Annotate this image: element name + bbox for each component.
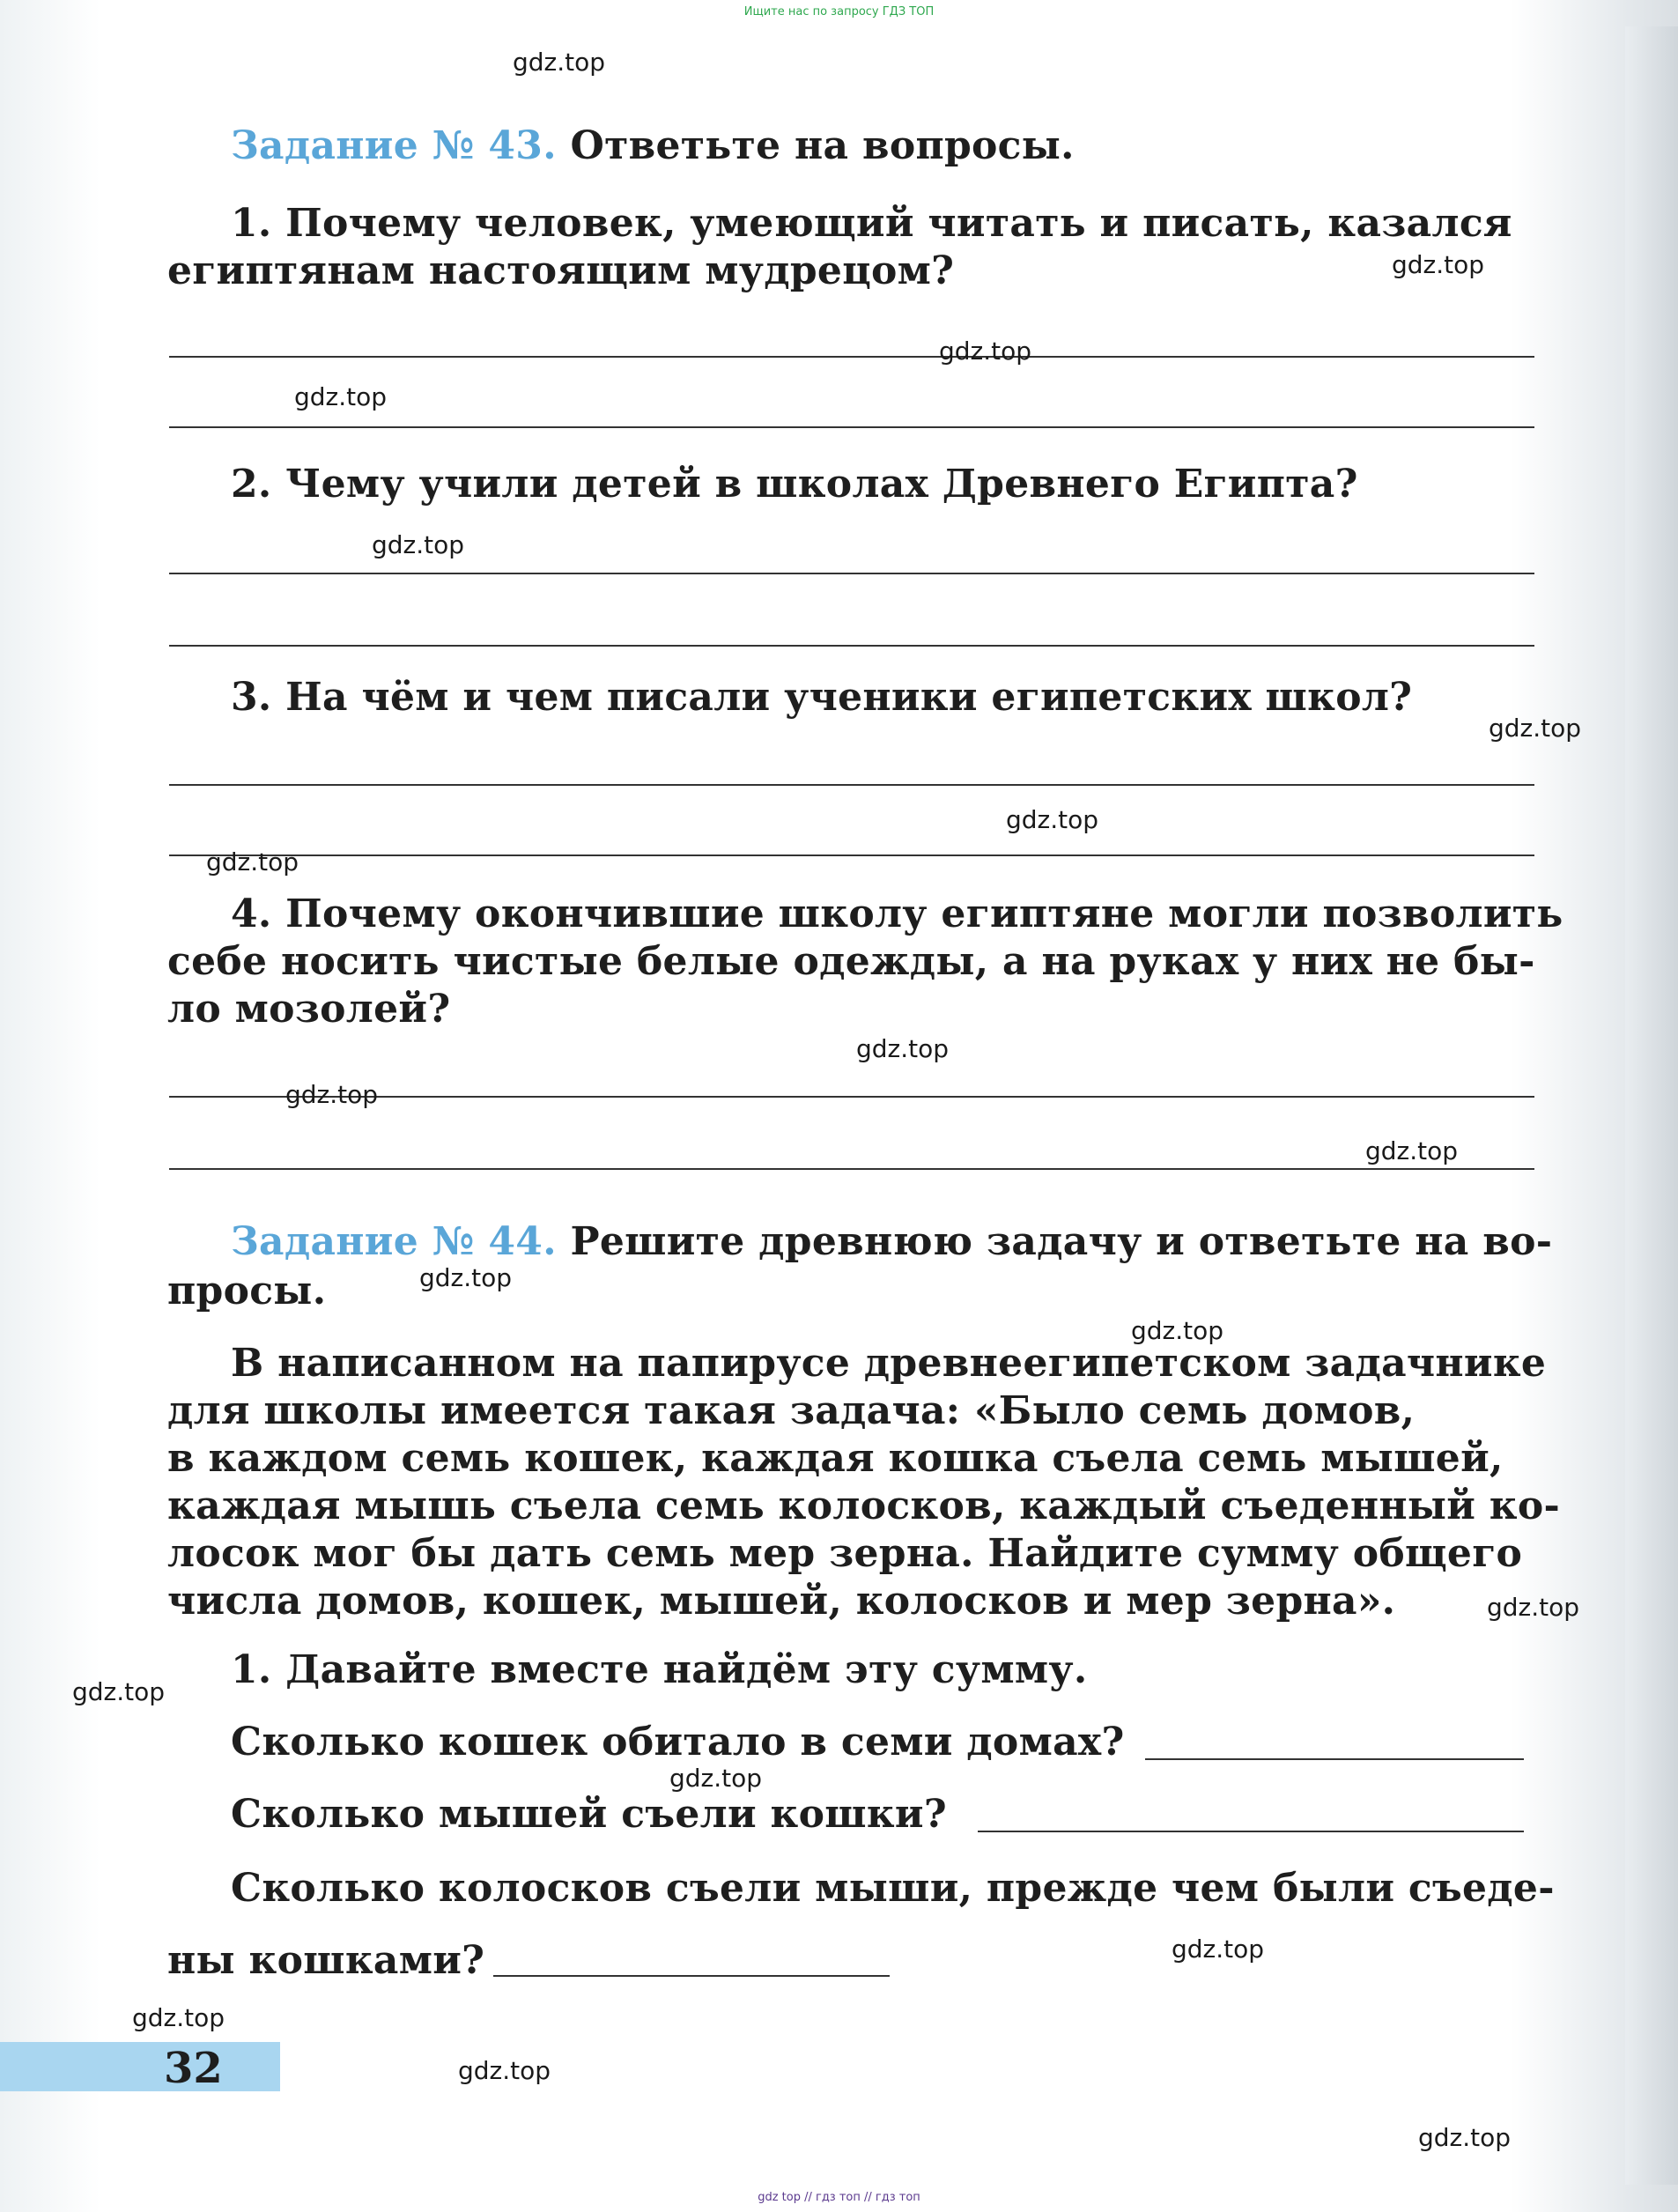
watermark: gdz.top <box>1392 250 1485 279</box>
watermark: gdz.top <box>1365 1136 1459 1165</box>
task44-paragraph-line4: каждая мышь съела семь колосков, каждый съеденный ко- <box>167 1483 1561 1528</box>
task43-q4-line2: себе носить чистые белые одежды, а на руках у них не бы- <box>167 939 1535 984</box>
watermark: gdz.top <box>1006 805 1099 834</box>
watermark: gdz.top <box>206 847 299 877</box>
watermark: gdz.top <box>1489 714 1582 743</box>
watermark: gdz.top <box>1418 2123 1512 2152</box>
watermark: gdz.top <box>1131 1316 1224 1345</box>
answer-line[interactable] <box>169 426 1534 428</box>
watermark: gdz.top <box>294 382 388 411</box>
task43-title <box>231 123 1075 169</box>
task44-s3-line2: ны кошками? <box>167 1938 485 1983</box>
task43-instruction: Ответьте на вопросы. <box>570 123 1075 168</box>
task43-q3: 3. На чём и чем писали ученики египетских школ? <box>231 675 1413 720</box>
answer-line[interactable] <box>169 784 1534 786</box>
task44-paragraph-line5: лосок мог бы дать семь мер зерна. Найдите сумму общего <box>167 1531 1523 1576</box>
bottom-note: gdz top // гдз топ // гдз топ <box>758 2191 920 2204</box>
book-spine-shadow <box>1625 26 1678 2185</box>
task44-instruction-line1: Решите древнюю задачу и ответьте на во- <box>570 1219 1553 1264</box>
task44-s1: Сколько кошек обитало в семи домах? <box>231 1720 1125 1764</box>
task44-s2: Сколько мышей съели кошки? <box>231 1792 947 1837</box>
watermark: gdz.top <box>419 1263 513 1292</box>
answer-line[interactable] <box>493 1975 890 1977</box>
task43-q2: 2. Чему учили детей в школах Древнего Египта? <box>231 462 1358 507</box>
watermark: gdz.top <box>856 1034 950 1063</box>
task44-paragraph-line1: В написанном на папирусе древнеегипетском задачнике <box>231 1341 1547 1386</box>
task44-paragraph-line3: в каждом семь кошек, каждая кошка съела семь мышей, <box>167 1436 1504 1481</box>
page-number: 32 <box>164 2044 223 2093</box>
answer-line[interactable] <box>978 1831 1524 1832</box>
answer-line[interactable] <box>1145 1758 1524 1760</box>
answer-line[interactable] <box>169 356 1534 358</box>
task44-s3-line1: Сколько колосков съели мыши, прежде чем были съеде- <box>231 1866 1555 1911</box>
answer-line[interactable] <box>169 573 1534 574</box>
task44-paragraph-line6: числа домов, кошек, мышей, колосков и мер зерна». <box>167 1579 1396 1624</box>
task44-title <box>231 1219 1552 1265</box>
task44-q1: 1. Давайте вместе найдём эту сумму. <box>231 1647 1088 1692</box>
watermark: gdz.top <box>1172 1935 1265 1964</box>
watermark: gdz.top <box>72 1677 166 1706</box>
answer-line[interactable] <box>169 854 1534 856</box>
task43-q1-line1: 1. Почему человек, умеющий читать и писать, казался <box>231 201 1512 246</box>
watermark: gdz.top <box>458 2056 551 2085</box>
task43-q4-line3: ло мозолей? <box>167 987 451 1032</box>
page-number-bar <box>0 2042 280 2091</box>
task43-q1-line2: египтянам настоящим мудрецом? <box>167 248 955 293</box>
watermark: gdz.top <box>372 530 465 559</box>
task43-q4-line1: 4. Почему окончившие школу египтяне могли позволить <box>231 891 1563 936</box>
task44-heading: Задание № 44. <box>231 1219 557 1264</box>
task44-paragraph-line2: для школы имеется такая задача: «Было семь домов, <box>167 1388 1416 1433</box>
answer-line[interactable] <box>169 645 1534 647</box>
watermark: gdz.top <box>939 337 1032 366</box>
top-note: Ищите нас по запросу ГДЗ ТОП <box>743 5 935 18</box>
watermark: gdz.top <box>669 1764 763 1793</box>
task44-instruction-line2: просы. <box>167 1269 327 1313</box>
watermark: gdz.top <box>285 1080 379 1109</box>
task43-heading: Задание № 43. <box>231 123 557 168</box>
watermark: gdz.top <box>1487 1593 1580 1622</box>
watermark: gdz.top <box>132 2003 225 2032</box>
watermark: gdz.top <box>513 48 606 77</box>
answer-line[interactable] <box>169 1168 1534 1170</box>
